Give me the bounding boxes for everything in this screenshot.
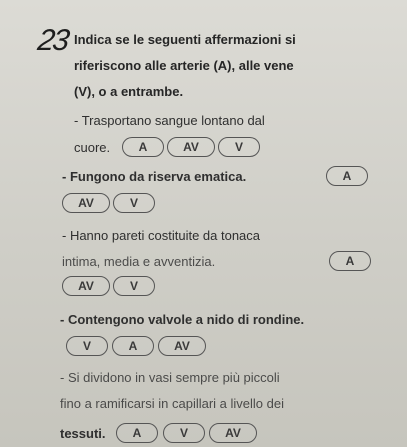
item-2-option-v[interactable]: V [113, 193, 155, 213]
item-4-line-1: - Contengono valvole a nido di rondine. [60, 312, 305, 327]
item-4-option-av[interactable]: AV [158, 336, 206, 356]
item-3-option-av[interactable]: AV [62, 276, 110, 296]
item-2-option-av[interactable]: AV [62, 193, 110, 213]
exercise-number: 23 [35, 24, 70, 57]
item-5-line-3: tessuti. [60, 426, 106, 441]
item-4-option-a[interactable]: A [112, 336, 154, 356]
item-5-line-2: fino a ramificarsi in capillari a livello dei [60, 396, 284, 411]
instruction-line-2: riferiscono alle arterie (A), alle vene [74, 58, 294, 73]
item-5-option-v[interactable]: V [163, 423, 205, 443]
item-4-option-v[interactable]: V [66, 336, 108, 356]
item-5-line-1: - Si dividono in vasi sempre più piccoli [60, 370, 280, 385]
instruction-line-3: (V), o a entrambe. [74, 84, 184, 99]
item-5-option-a[interactable]: A [116, 423, 158, 443]
item-3-option-v[interactable]: V [113, 276, 155, 296]
item-1-line-2: cuore. [74, 140, 111, 155]
item-1-option-a[interactable]: A [122, 137, 164, 157]
item-3-line-2: intima, media e avventizia. [62, 254, 216, 269]
item-3-option-a[interactable]: A [329, 251, 371, 271]
item-3-line-1: - Hanno pareti costituite da tonaca [62, 228, 261, 243]
instruction-line-1: Indica se le seguenti affermazioni si [74, 32, 296, 47]
item-2-option-a[interactable]: A [326, 166, 368, 186]
item-1-line-1: - Trasportano sangue lontano dal [74, 113, 265, 128]
item-1-option-av[interactable]: AV [167, 137, 215, 157]
item-1-option-v[interactable]: V [218, 137, 260, 157]
item-5-option-av[interactable]: AV [209, 423, 257, 443]
item-2-line-1: - Fungono da riserva ematica. [62, 169, 247, 184]
